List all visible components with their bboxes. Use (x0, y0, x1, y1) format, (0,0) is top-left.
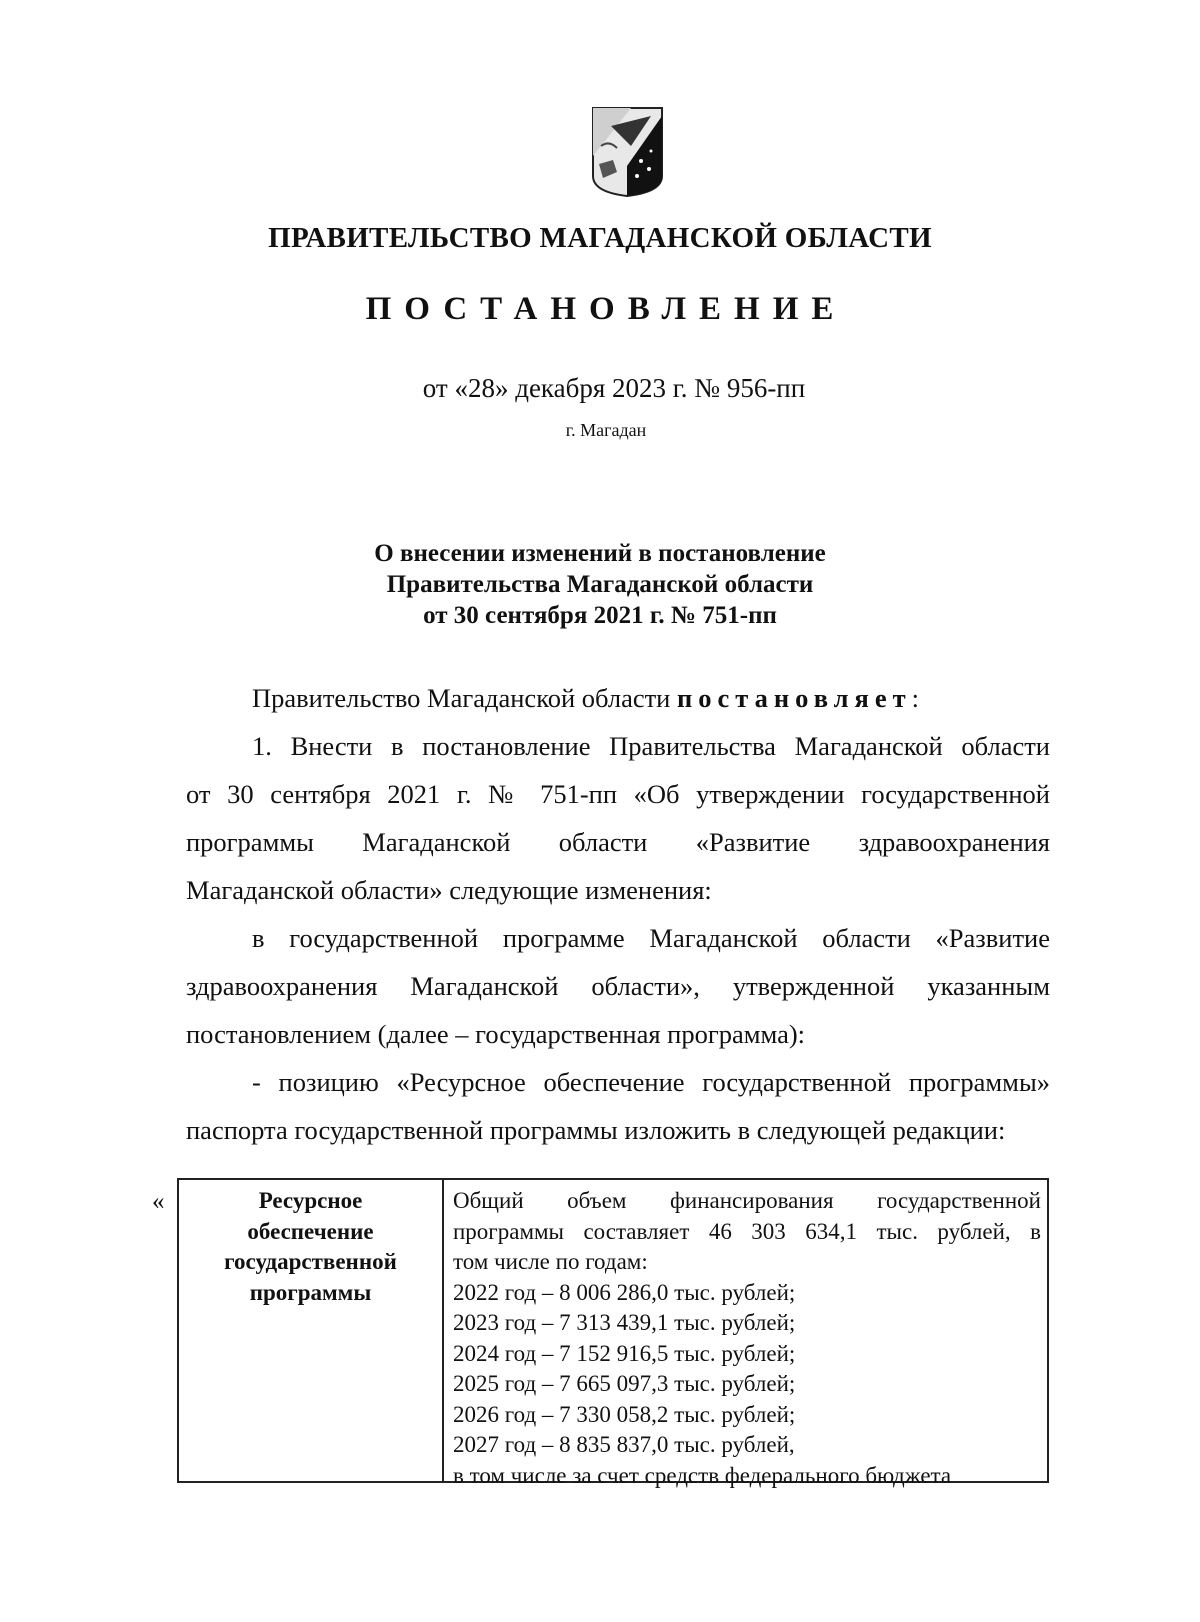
resource-table-value-cell (444, 1180, 1047, 1488)
value-line: 2024 год – 7 152 916,5 тыс. рублей; (453, 1340, 796, 1366)
subject-line: от 30 сентября 2021 г. № 751-пп (423, 602, 777, 629)
document-date-number: от «28» декабря 2023 г. № 956-пп (422, 373, 806, 403)
document-city: г. Магадан (565, 420, 647, 440)
preamble-colon: : (911, 683, 920, 713)
document-type: ПОСТАНОВЛЕНИЕ (365, 291, 847, 327)
value-line: 2022 год – 8 006 286,0 тыс. рублей; (453, 1279, 796, 1305)
label-line: Ресурсное (258, 1188, 363, 1213)
paragraph-line: паспорта государственной программы изложить в следующей редакции: (186, 1115, 1006, 1145)
paragraph-line: здравоохранения Магаданской области», утвержденной указанным (186, 971, 1050, 1001)
paragraph-line: программы Магаданской области «Развитие здравоохранения (186, 827, 1050, 857)
value-line: 2025 год – 7 665 097,3 тыс. рублей; (453, 1371, 796, 1396)
opening-quote: « (152, 1188, 165, 1215)
subject-line: О внесении изменений в постановление (374, 540, 826, 567)
document-subject (0, 538, 1200, 631)
label-line: обеспечение (247, 1218, 374, 1244)
resource-table (177, 1178, 1049, 1488)
subject-line: Правительства Магаданской области (386, 571, 814, 598)
value-line: 2026 год – 7 330 058,2 тыс. рублей; (453, 1401, 796, 1427)
paragraph-line: в государственной программе Магаданской области «Развитие (252, 923, 1050, 953)
resource-table-label-cell (179, 1180, 444, 1481)
preamble-prefix: Правительство Магаданской области (252, 683, 671, 713)
value-line: программы составляет 46 303 634,1 тыс. рублей, в (453, 1218, 1041, 1244)
value-line: том числе по годам: (453, 1249, 648, 1274)
label-line: программы (249, 1279, 372, 1305)
coat-of-arms-emblem (591, 106, 664, 198)
value-line: в том числе за счет средств федерального бюджета (453, 1462, 952, 1488)
government-title: ПРАВИТЕЛЬСТВО МАГАДАНСКОЙ ОБЛАСТИ (268, 222, 932, 254)
value-line: 2027 год – 8 835 837,0 тыс. рублей, (453, 1432, 795, 1457)
value-line: Общий объем финансирования государственной (453, 1188, 1041, 1213)
preamble-resolves: постановляет (676, 683, 912, 713)
preamble (186, 674, 1050, 722)
paragraph-line: Магаданской области» следующие изменения: (186, 875, 712, 905)
label-line: государственной (224, 1249, 397, 1274)
paragraph-line: от 30 сентября 2021 г. № 751-пп «Об утверждении государственной (186, 779, 1050, 809)
paragraph-line: 1. Внести в постановление Правительства Магаданской области (252, 731, 1050, 761)
value-line: 2023 год – 7 313 439,1 тыс. рублей; (453, 1310, 796, 1335)
paragraph-line: постановлением (далее – государственная программа): (186, 1019, 806, 1049)
document-body (186, 674, 1050, 1154)
paragraph-line: - позицию «Ресурсное обеспечение государственной программы» (252, 1067, 1050, 1097)
